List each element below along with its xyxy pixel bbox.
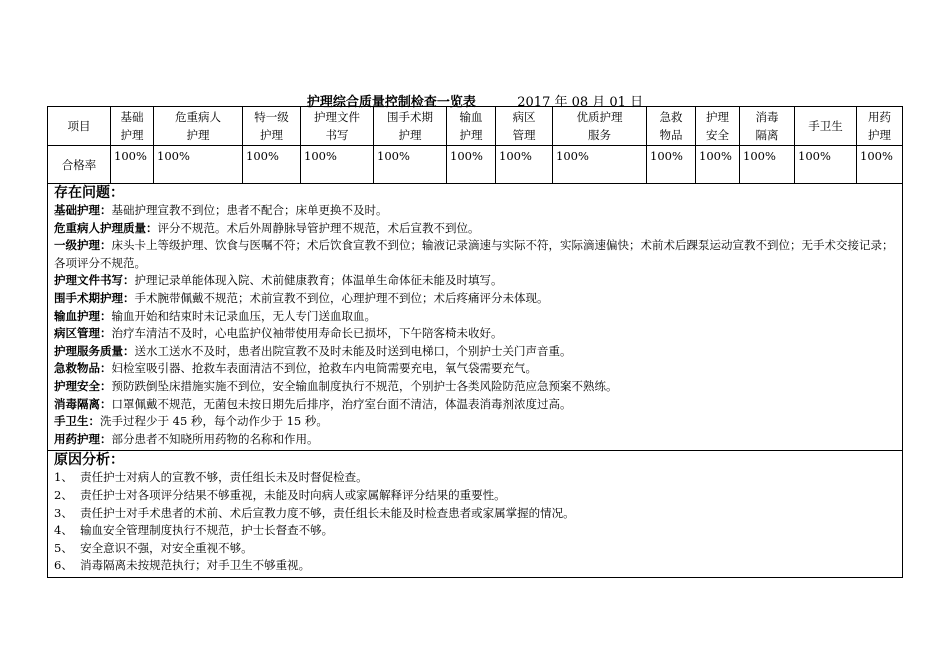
col-header: 危重病人 护理 — [154, 107, 243, 146]
cause-item: 3、 责任护士对手术患者的术前、术后宣教力度不够，责任组长未能及时检查患者或家属掌握的情况。 — [54, 505, 575, 520]
pass-rate-value: 100% — [553, 146, 647, 184]
cause-item: 1、 责任护士对病人的宣教不够，责任组长未及时督促检查。 — [54, 470, 368, 485]
issue-item: 护理安全：预防跌倒坠床措施实施不到位，安全输血制度执行不规范，个别护士各类风险防范应急预案不熟练。 — [54, 378, 618, 393]
cause-item: 4、 输血安全管理制度执行不规范，护士长督查不够。 — [54, 523, 334, 538]
header-row — [48, 107, 903, 146]
project-label: 项目 — [48, 107, 111, 146]
pass-rate-value: 100% — [740, 146, 795, 184]
issue-item: 输血护理：输血开始和结束时未记录血压，无人专门送血取血。 — [54, 308, 376, 323]
col-header: 护理文件 书写 — [301, 107, 374, 146]
title-text: 护理综合质量控制检查一览表 — [306, 95, 476, 110]
pass-rate-value: 100% — [857, 146, 903, 184]
causes-section — [48, 451, 903, 578]
pass-rate-value: 100% — [111, 146, 154, 184]
causes-heading: 原因分析： — [54, 452, 124, 469]
issues-section — [48, 184, 903, 451]
quality-check-table — [47, 106, 903, 578]
issue-item: 手卫生：洗手过程少于 45 秒，每个动作少于 15 秒。 — [54, 414, 328, 429]
cause-item: 2、 责任护士对各项评分结果不够重视，未能及时向病人或家属解释评分结果的重要性。 — [54, 487, 506, 502]
title-date: 2017 年 08 月 01 日 — [517, 95, 644, 110]
issue-item: 消毒隔离：口罩佩戴不规范，无菌包未按日期先后排序，治疗室台面不清洁，体温表消毒剂浓度过高。 — [54, 396, 572, 411]
pass-rate-value: 100% — [795, 146, 857, 184]
col-header: 手卫生 — [795, 107, 857, 146]
issue-item: 病区管理：治疗车清洁不及时，心电监护仪袖带使用寿命长已损坏，下午陪客椅未收好。 — [54, 326, 503, 341]
issues-heading: 存在问题： — [54, 185, 124, 201]
col-header: 输血 护理 — [447, 107, 496, 146]
col-header: 特一级 护理 — [243, 107, 301, 146]
cause-item: 5、 安全意识不强，对安全重视不够。 — [54, 540, 253, 555]
pass-rate-value: 100% — [496, 146, 553, 184]
col-header: 围手术期 护理 — [374, 107, 447, 146]
col-header: 急救 物品 — [647, 107, 696, 146]
pass-rate-value: 100% — [447, 146, 496, 184]
pass-rate-value: 100% — [243, 146, 301, 184]
pass-rate-value: 100% — [154, 146, 243, 184]
issue-item: 基础护理：基础护理宣教不到位；患者不配合；床单更换不及时。 — [54, 203, 388, 217]
pass-rate-value: 100% — [301, 146, 374, 184]
col-header: 优质护理 服务 — [553, 107, 647, 146]
pass-rate-label: 合格率 — [48, 146, 111, 184]
issue-item: 护理服务质量：送水工送水不及时，患者出院宣教不及时未能及时送到电梯口，个别护士关门声音重。 — [54, 343, 572, 358]
issue-item: 一级护理：床头卡上等级护理、饮食与医嘱不符；术后饮食宣教不到位；输液记录滴速与实际不符，实际滴速偏快；术前术后踝泵运动宣教不到位；无手术交接记录；各项评分不规范。 — [54, 238, 894, 270]
pass-rate-value: 100% — [696, 146, 740, 184]
issue-item: 用药护理：部分患者不知晓所用药物的名称和作用。 — [54, 431, 319, 446]
col-header: 基础 护理 — [111, 107, 154, 146]
pass-rate-value: 100% — [647, 146, 696, 184]
pass-rate-row — [48, 146, 903, 184]
pass-rate-value: 100% — [374, 146, 447, 184]
col-header: 消毒 隔离 — [740, 107, 795, 146]
issue-item: 危重病人护理质量：评分不规范。术后外周静脉导管护理不规范，术后宣教不到位。 — [54, 220, 480, 235]
issue-item: 围手术期护理：手术腕带佩戴不规范；术前宣教不到位，心理护理不到位；术后疼痛评分未体现。 — [54, 290, 549, 305]
col-header: 护理 安全 — [696, 107, 740, 146]
issue-item: 护理文件书写：护理记录单能体现入院、术前健康教育；体温单生命体征未能及时填写。 — [54, 273, 503, 288]
issues-row — [48, 184, 903, 451]
cause-item: 6、 消毒隔离未按规范执行；对手卫生不够重视。 — [54, 558, 311, 573]
causes-row — [48, 451, 903, 578]
issue-item: 急救物品：妇检室吸引器、抢救车表面清洁不到位，抢救车内电筒需要充电，氧气袋需要充气。 — [54, 361, 537, 376]
col-header: 病区 管理 — [496, 107, 553, 146]
col-header: 用药 护理 — [857, 107, 903, 146]
